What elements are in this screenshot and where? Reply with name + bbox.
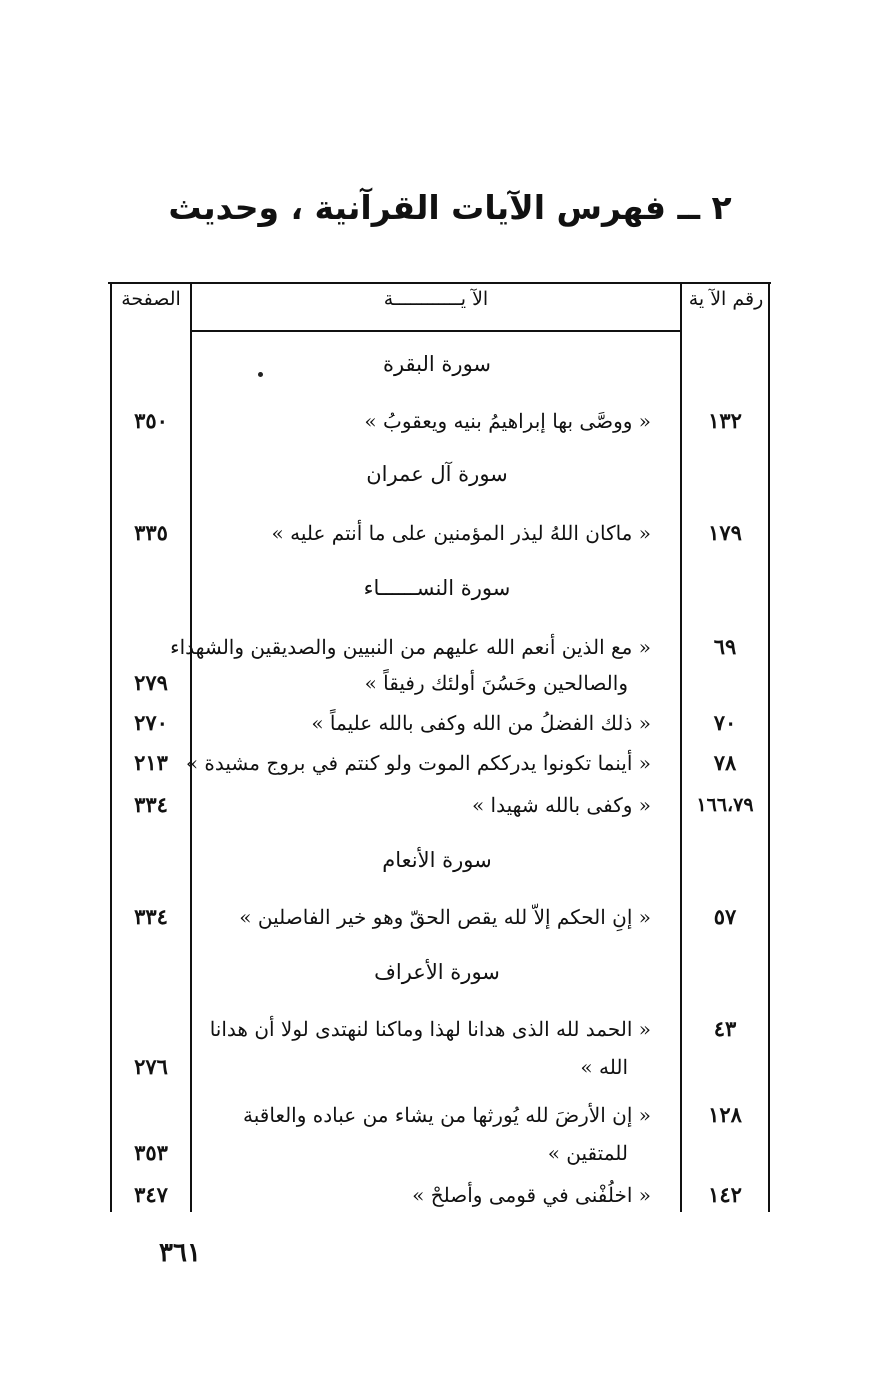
- table-row: [0, 1008, 873, 1050]
- table-row: [0, 1132, 873, 1174]
- table-row: [0, 512, 873, 554]
- ayah-number: ٦٩: [713, 634, 737, 659]
- table-row: [0, 784, 873, 826]
- table-top-rule: [108, 282, 771, 284]
- header-ayah: الآ يــــــــــــة: [383, 288, 489, 310]
- page-ref: ٢١٣: [134, 750, 168, 775]
- ayah-number: ١٦٦،٧٩: [696, 794, 754, 816]
- ayah-text: « مع الذين أنعم الله عليهم من النبيين والصديقين والشهداء: [170, 635, 651, 659]
- ayah-number: ٧٠: [713, 710, 737, 735]
- table-row: [0, 896, 873, 938]
- ayah-number: ١٢٨: [708, 1102, 742, 1127]
- page-title: ٢ ــ فهرس الآيات القرآنية ، وحديث: [168, 188, 732, 227]
- ayah-number: ١٧٩: [708, 520, 742, 545]
- ayah-number: ٥٧: [713, 904, 737, 929]
- header-page: الصفحة: [121, 288, 181, 310]
- surah-heading: سورة البقرة: [382, 352, 492, 376]
- page-ref: ٢٧٠: [134, 710, 168, 735]
- page-ref: ٣٣٥: [134, 520, 168, 545]
- ayah-text: « ماكان اللهُ ليذر المؤمنين على ما أنتم عليه »: [271, 521, 651, 545]
- ayah-text: « اخلُفْنى في قومى وأصلحْ »: [412, 1183, 651, 1207]
- table-row: [0, 742, 873, 784]
- page-number: ٣٦١: [159, 1238, 201, 1268]
- page-ref: ٢٧٦: [134, 1054, 168, 1079]
- ayah-text: الله »: [580, 1055, 628, 1079]
- ayah-number: [685, 1046, 765, 1088]
- header-bottom-rule: [192, 330, 680, 332]
- ayah-text: « ذلك الفضلُ من الله وكفى بالله عليماً »: [311, 711, 651, 735]
- ayah-text: « الحمد لله الذى هدانا لهذا وماكنا لنهتدى لولا أن هدانا: [209, 1017, 651, 1041]
- ayah-text: « ووصَّى بها إبراهيمُ بنيه ويعقوبُ »: [364, 409, 651, 433]
- surah-heading: سورة آل عمران: [366, 462, 508, 486]
- page-ref: [110, 1094, 192, 1136]
- ayah-text: « أينما تكونوا يدرككم الموت ولو كنتم في بروج مشيدة »: [185, 751, 651, 775]
- ayah-text: للمتقين »: [547, 1141, 628, 1165]
- ayah-number: ١٤٢: [708, 1182, 742, 1207]
- table-row: [0, 1174, 873, 1216]
- page-ref: ٣٥٠: [134, 408, 168, 433]
- ayah-number: ٤٣: [713, 1016, 737, 1041]
- table-row: [0, 702, 873, 744]
- ayah-number: [685, 662, 765, 704]
- table-row: [0, 662, 873, 704]
- page-ref: ٣٣٤: [134, 904, 168, 929]
- surah-heading: سورة الأعراف: [374, 960, 500, 984]
- ayah-number: [685, 1132, 765, 1174]
- table-row: [0, 400, 873, 442]
- page-ref: ٣٥٣: [134, 1140, 168, 1165]
- page-ref: [110, 1008, 192, 1050]
- ayah-number: ١٣٢: [708, 408, 742, 433]
- ayah-text: « إن الأرضَ لله يُورثها من يشاء من عباده والعاقبة: [243, 1103, 651, 1127]
- ayah-text: « إنِ الحكم إلاّ لله يقص الحقّ وهو خير الفاصلين »: [239, 905, 651, 929]
- header-number: رقم الآ ية: [688, 288, 764, 310]
- ayah-text: « وكفى بالله شهيدا »: [471, 793, 651, 817]
- table-row: [0, 1094, 873, 1136]
- page-ref: ٢٧٩: [134, 670, 168, 695]
- ayah-text: والصالحين وحَسُنَ أولئك رفيقاً »: [364, 671, 628, 695]
- surah-heading: سورة الأنعام: [382, 848, 492, 872]
- ayah-number: ٧٨: [713, 750, 737, 775]
- table-row: [0, 1046, 873, 1088]
- page-ref: ٣٣٤: [134, 792, 168, 817]
- page-ref: ٣٤٧: [134, 1182, 168, 1207]
- surah-heading: سورة النســــــاء: [363, 576, 511, 600]
